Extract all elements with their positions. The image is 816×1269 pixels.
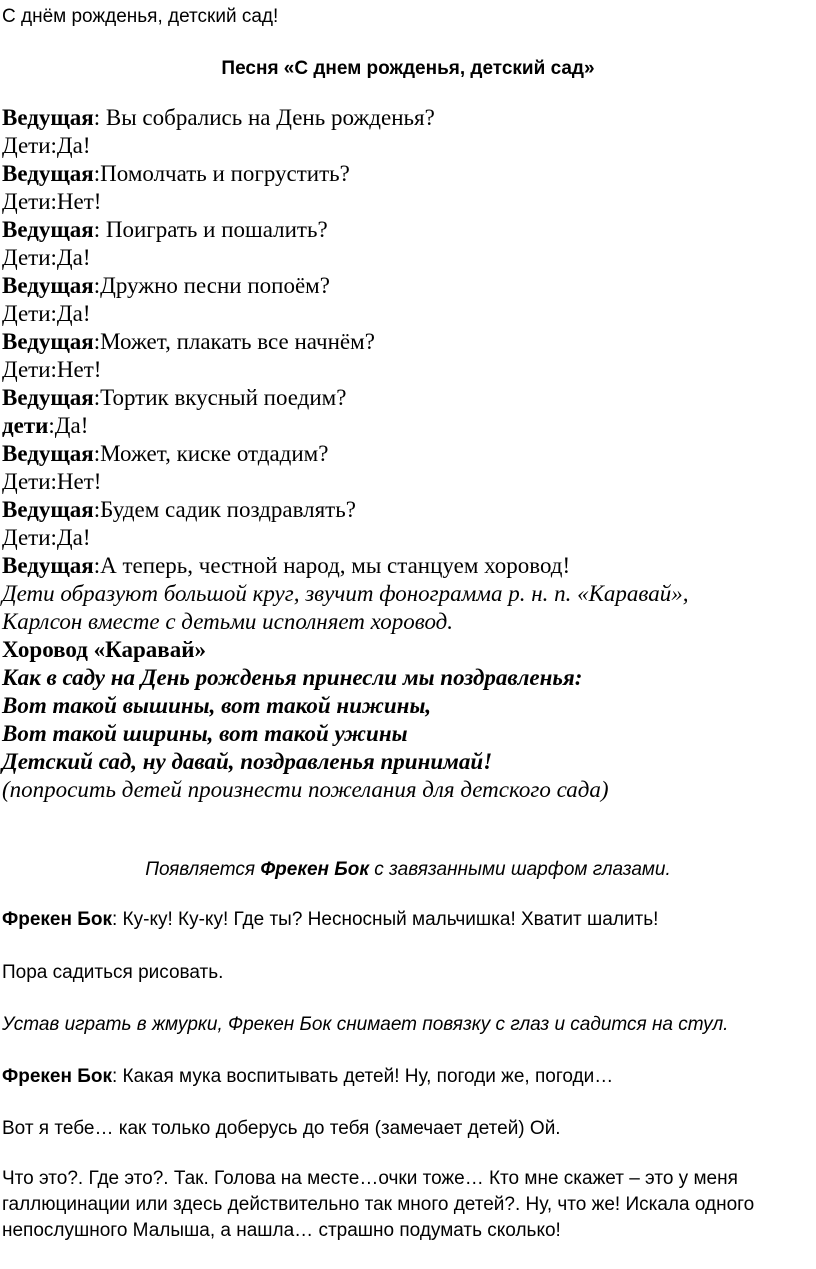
dialog-text: Может, киске отдадим? — [100, 441, 329, 466]
dialog-text: Дети:Нет! — [2, 469, 102, 494]
speech-text: : Какая мука воспитывать детей! Ну, погоди же, погоди… — [112, 1066, 614, 1087]
dialog-line — [2, 132, 688, 160]
speaker-name: Ведущая — [2, 553, 94, 578]
speaker-separator: : — [93, 217, 106, 242]
dialog-text: Тортик вкусный поедим? — [100, 385, 347, 410]
speaker-name: Ведущая — [2, 497, 94, 522]
dialog-text: Дети:Нет! — [2, 357, 102, 382]
appears-suffix: с завязанными шарфом глазами. — [368, 859, 671, 880]
speaker-separator: : — [93, 441, 101, 466]
speaker-name: Ведущая — [2, 385, 94, 410]
dialog-text: Вы собрались на День рожденья? — [105, 105, 435, 130]
speaker-name: Ведущая — [2, 329, 94, 354]
speech-paragraph — [2, 1064, 613, 1090]
speaker-name: Ведущая — [2, 441, 94, 466]
speaker-name: Фрекен Бок — [2, 909, 112, 930]
dialog-line — [2, 244, 688, 272]
dialog-lines — [2, 104, 688, 580]
document-heading: С днём рожденья, детский сад! — [2, 6, 279, 27]
dialog-text: Дети:Да! — [2, 245, 91, 270]
speaker-separator: : — [93, 385, 101, 410]
dialog-line — [2, 160, 688, 188]
dialog-line — [2, 524, 688, 552]
dialog-line — [2, 384, 688, 412]
dialog-line — [2, 412, 688, 440]
dialog-text: Помолчать и погрустить? — [100, 161, 350, 186]
dialog-line — [2, 188, 688, 216]
dialog-text: Дети:Да! — [2, 133, 91, 158]
speaker-name: Ведущая — [2, 105, 94, 130]
speaker-name: Фрекен Бок — [2, 1066, 112, 1087]
appears-prefix: Появляется — [145, 859, 261, 880]
character-name: Фрекен Бок — [260, 859, 369, 880]
speaker-separator: : — [93, 497, 101, 522]
speaker-separator: : — [93, 329, 101, 354]
dialog-line — [2, 496, 688, 524]
speech-paragraph: Пора садиться рисовать. — [2, 962, 224, 983]
speaker-separator: : — [93, 273, 101, 298]
dialog-text: Дети:Нет! — [2, 189, 102, 214]
dialog-text: Будем садик поздравлять? — [100, 497, 356, 522]
dialog-line — [2, 300, 688, 328]
dialog-line — [2, 328, 688, 356]
dialog-line — [2, 356, 688, 384]
speaker-separator: : — [48, 413, 55, 438]
dialog-line — [2, 104, 688, 132]
dialog-text: Дети:Да! — [2, 301, 91, 326]
dialog-line — [2, 440, 688, 468]
speaker-name: Ведущая — [2, 273, 94, 298]
dialog-block — [2, 104, 688, 804]
round-title: Хоровод «Каравай» — [2, 637, 206, 662]
speaker-name: дети — [2, 413, 49, 438]
dialog-line — [2, 552, 688, 580]
dialog-text: Дружно песни попоём? — [100, 273, 330, 298]
speaker-name: Ведущая — [2, 217, 94, 242]
stage-direction: Карлсон вместе с детьми исполняет хоровод. — [2, 609, 454, 634]
round-line: Детский сад, ну давай, поздравленья принимай! — [2, 749, 493, 774]
stage-direction: Устав играть в жмурки, Фрекен Бок снимает повязку с глаз и садится на стул. — [2, 1014, 729, 1035]
round-line: Вот такой вышины, вот такой нижины, — [2, 693, 432, 718]
dialog-text: Да! — [54, 413, 89, 438]
dialog-text: Дети:Да! — [2, 525, 91, 550]
stage-direction: Дети образуют большой круг, звучит фонограмма р. н. п. «Каравай», — [2, 581, 689, 606]
stage-direction-appears — [0, 858, 816, 882]
round-line: Вот такой ширины, вот такой ужины — [2, 721, 408, 746]
speech-paragraph — [2, 907, 658, 933]
dialog-text: А теперь, честной народ, мы станцуем хоровод! — [100, 553, 571, 578]
dialog-text: Может, плакать все начнём? — [100, 329, 375, 354]
speaker-separator: : — [93, 161, 101, 186]
speech-paragraph: Вот я тебе… как только доберусь до тебя (замечает детей) Ой. — [2, 1118, 561, 1139]
round-line: Как в саду на День рожденья принесли мы поздравленья: — [2, 665, 583, 690]
speaker-separator: : — [93, 553, 101, 578]
round-note: (попросить детей произнести пожелания для детского сада) — [2, 777, 609, 802]
dialog-line — [2, 216, 688, 244]
dialog-line — [2, 468, 688, 496]
speaker-separator: : — [93, 105, 106, 130]
dialog-text: Поиграть и пошалить? — [105, 217, 328, 242]
speech-paragraph: Что это?. Где это?. Так. Голова на месте…очки тоже… Кто мне скажет – это у меня галлюцинации или здесь действительно так много детей?. Ну, что же! Искала одного непослушного Малыша, а нашла… страшно подумать сколько! — [2, 1168, 755, 1241]
dialog-line — [2, 272, 688, 300]
song-title: Песня «С днем рожденья, детский сад» — [221, 58, 595, 79]
speaker-name: Ведущая — [2, 161, 94, 186]
speech-text: : Ку-ку! Ку-ку! Где ты? Несносный мальчишка! Хватит шалить! — [112, 909, 659, 930]
